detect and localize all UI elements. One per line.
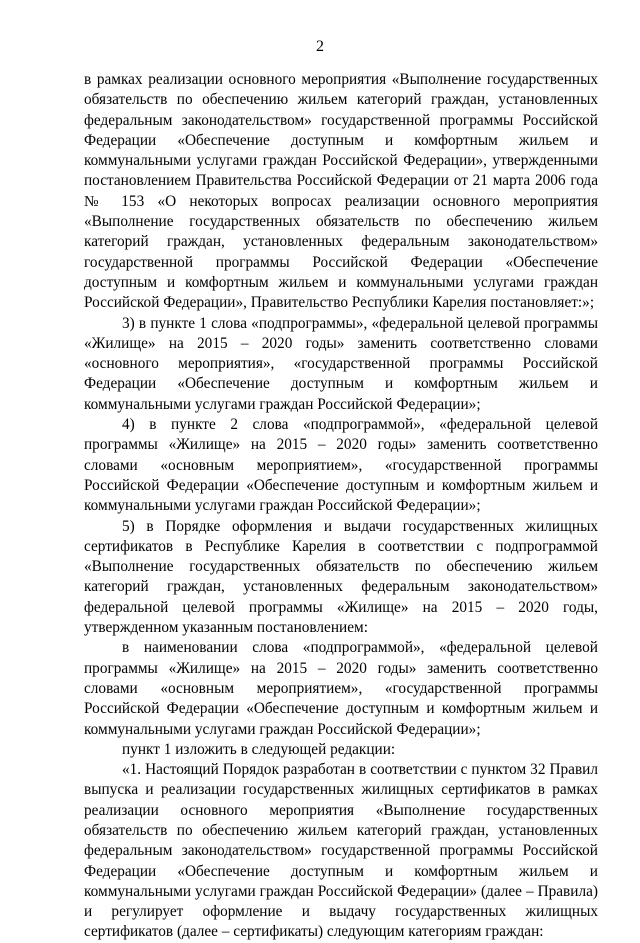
paragraph-item-3: 3) в пункте 1 слова «подпрограммы», «федеральной целевой программы «Жилище» на 2015 – 2020 годы» заменить соответственно словами «основного мероприятия», «государственной программы Российской Федерации «Обеспечение доступным и комфортным жильем и коммунальными услугами граждан Российской Федерации»; (84, 314, 598, 413)
paragraph-point-1-text: «1. Настоящий Порядок разработан в соответствии с пунктом 32 Правил выпуска и реализации государственных жилищных сертификатов в рамках реализации основного мероприятия «Выполнение государственных обязательств по обеспечению жильем категорий граждан, установленных федеральным законодательством» государственной программы Российской Федерации «Обеспечение доступным и комфортным жильем и коммунальными услугами граждан Российской Федерации» (далее – Правила) и регулирует оформление и выдачу государственных жилищных сертификатов (далее – сертификаты) следующим категориям граждан: (84, 761, 598, 941)
paragraph-title-change: в наименовании слова «подпрограммой», «федеральной целевой программы «Жилище» на 2015 – 2020 годы» заменить соответственно словами «основным мероприятием», «государственной программы Российской Федерации «Обеспечение доступным и комфортным жильем и коммунальными услугами граждан Российской Федерации»; (84, 639, 598, 738)
document-body (84, 70, 598, 943)
paragraph-item-5: 5) в Порядке оформления и выдачи государственных жилищных сертификатов в Республике Карелия в соответствии с подпрограммой «Выполнение государственных обязательств по обеспечению жильем категорий граждан, установленных федеральным законодательством» федеральной целевой программы «Жилище» на 2015 – 2020 годы, утвержденном указанным постановлением: (84, 517, 598, 637)
paragraph-item-4: 4) в пункте 2 слова «подпрограммой», «федеральной целевой программы «Жилище» на 2015 – 2020 годы» заменить соответственно словами «основным мероприятием», «государственной программы Российской Федерации «Обеспечение доступным и комфортным жильем и коммунальными услугами граждан Российской Федерации»; (84, 416, 598, 515)
paragraph-point-1-intro: пункт 1 изложить в следующей редакции: (122, 740, 396, 758)
paragraph-continuation: в рамках реализации основного мероприятия «Выполнение государственных обязательств по обеспечению жильем категорий граждан, установленных федеральным законодательством» государственной программы Российской Федерации «Обеспечение доступным и комфортным жильем и коммунальными услугами граждан Российской Федерации», утвержденными постановлением Правительства Российской Федерации от 21 марта 2006 года № 153 «О некоторых вопросах реализации основного мероприятия «Выполнение государственных обязательств по обеспечению жильем категорий граждан, установленных федеральным законодательством» государственной программы Российской Федерации «Обеспечение доступным и комфортным жильем и коммунальными услугами граждан Российской Федерации», Правительство Республики Карелия постановляет:»; (84, 71, 598, 312)
page-number: 2 (316, 38, 324, 55)
